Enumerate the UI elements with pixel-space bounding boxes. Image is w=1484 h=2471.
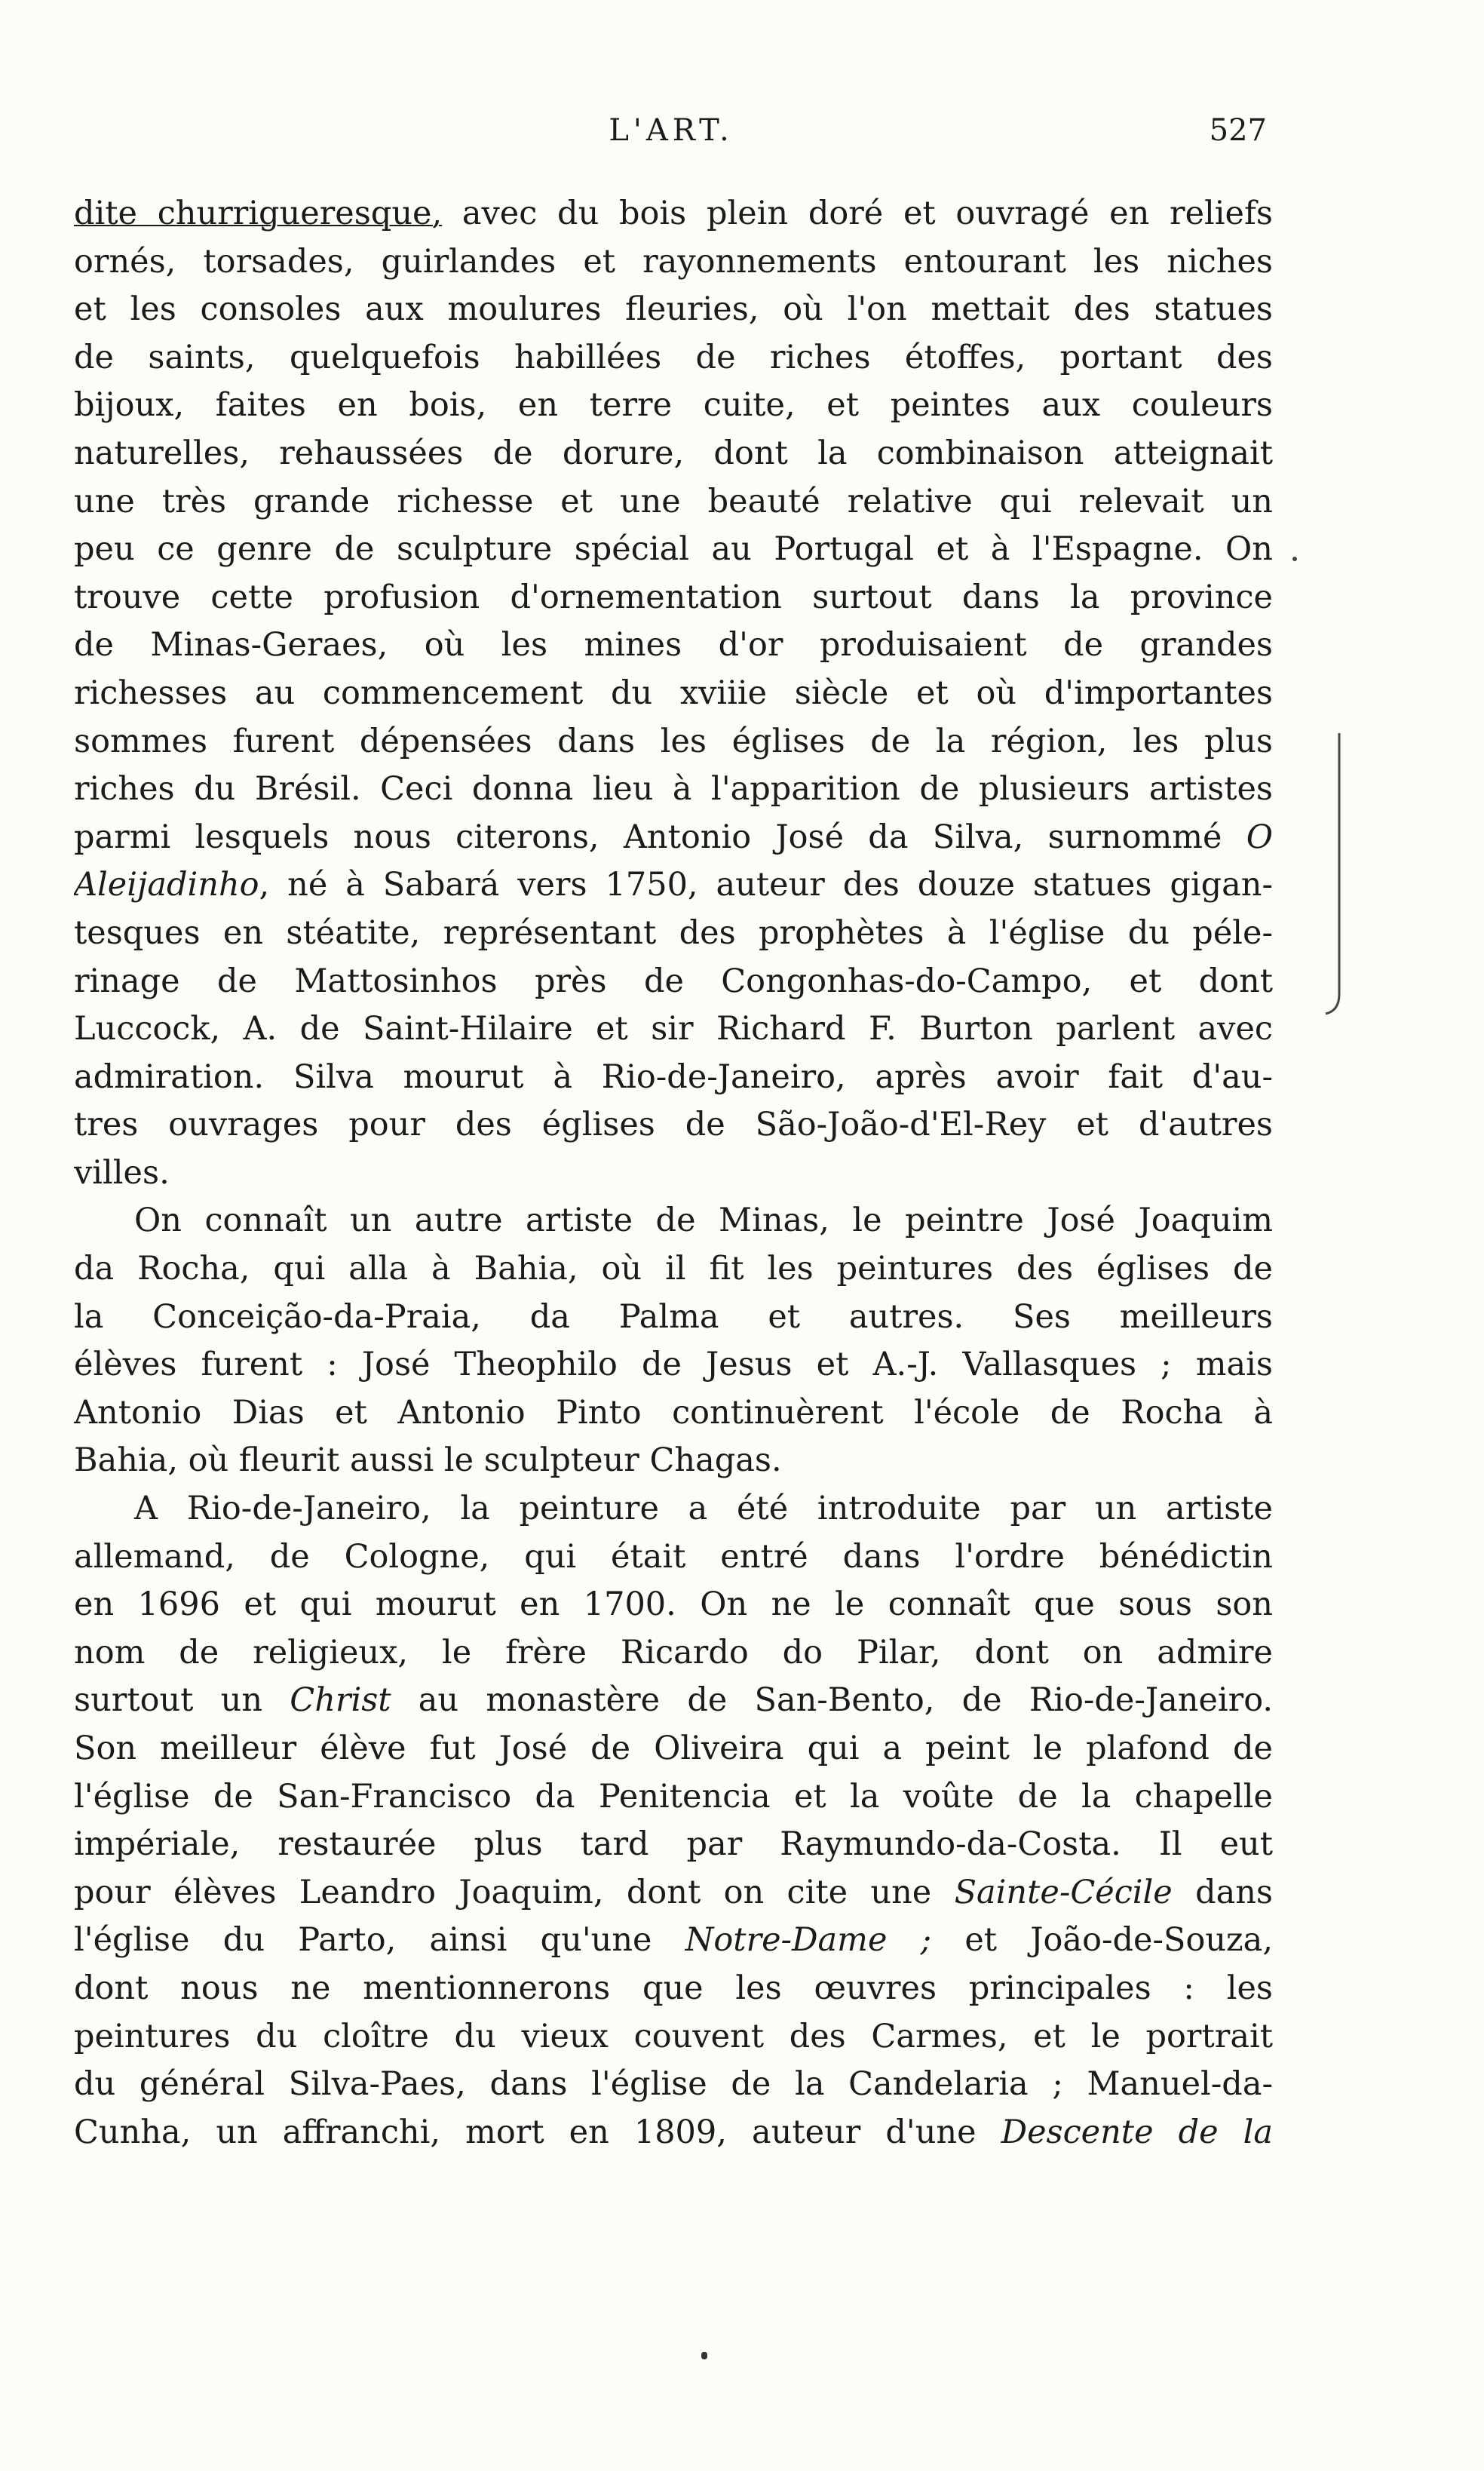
text-span: au monastère de San-Bento, de Rio-de-Janeiro. [391,1681,1273,1720]
italic-text: Aleijadinho [74,866,259,904]
text-line: naturelles, rehaussées de dorure, dont la combinaison atteignait [74,434,1273,472]
text-line: riches du Brésil. Ceci donna lieu à l'apparition de plusieurs artistes [74,770,1273,809]
text-line: en 1696 et qui mourut en 1700. On ne le connaît que sous son [74,1585,1273,1624]
italic-text: Notre-Dame ; [685,1921,932,1960]
text-line: villes. [74,1153,170,1192]
text-line [74,861,1273,910]
text-line [74,190,1273,238]
text-line: tesques en stéatite, représentant des prophètes à l'église du péle- [74,913,1273,952]
text-line: Son meilleur élève fut José de Oliveira qui a peint le plafond de [74,1730,1273,1767]
italic-text: Descente de la [1001,2113,1273,2151]
text-line: da Rocha, qui alla à Bahia, où il fit les peintures des églises de [74,1250,1273,1288]
text-line: allemand, de Cologne, qui était entré dans l'ordre bénédictin [74,1537,1273,1576]
paragraph-1 [74,190,1273,1197]
text-line: Luccock, A. de Saint-Hilaire et sir Richard F. Burton parlent avec [74,1010,1273,1048]
text-line: peu ce genre de sculpture spécial au Portugal et à l'Espagne. On [74,530,1273,569]
text-line: nom de religieux, le frère Ricardo do Pilar, dont on admire [74,1633,1273,1671]
italic-text: Sainte-Cécile [954,1873,1173,1911]
page-number: 527 [1209,113,1267,148]
text-line: admiration. Silva mourut à Rio-de-Janeiro, après avoir fait d'au- [74,1057,1273,1096]
text-line: A Rio-de-Janeiro, la peinture a été introduite par un artiste [134,1490,1273,1528]
running-title: L'ART. [609,113,734,148]
text-line: l'église de San-Francisco da Penitencia et la voûte de la chapelle [74,1777,1273,1816]
margin-bracket-mark [1323,730,1353,1017]
page-body [74,190,1273,2156]
page-speck [701,2352,707,2359]
text-line: du général Silva-Paes, dans l'église de la Candelaria ; Manuel-da- [74,2065,1273,2104]
text-line: de saints, quelquefois habillées de riches étoffes, portant des [74,338,1273,376]
text-line [74,1677,1273,1725]
text-line: richesses au commencement du xviiie siècle et où d'importantes [74,674,1273,712]
text-span: , né à Sabará vers 1750, auteur des douze statues gigan- [259,866,1273,904]
text-span: avec du bois plein doré et ouvragé en reliefs [442,195,1273,232]
text-line: Antonio Dias et Antonio Pinto continuèrent l'école de Rocha à [74,1393,1273,1432]
underlined-term: dite churrigueresque, [74,195,443,232]
text-line: impériale, restaurée plus tard par Raymundo-da-Costa. Il eut [74,1825,1273,1864]
text-line: élèves furent : José Theophilo de Jesus et A.-J. Vallasques ; mais [74,1346,1273,1384]
text-line: trouve cette profusion d'ornementation surtout dans la province [74,578,1273,616]
text-span: pour élèves Leandro Joaquim, dont on cite une [74,1873,955,1911]
margin-mark-dot [1292,557,1297,561]
text-line [74,814,1273,862]
text-line: la Conceição-da-Praia, da Palma et autres. Ses meilleurs [74,1297,1273,1336]
text-span: l'église du Parto, ainsi qu'une [74,1921,685,1960]
text-line: Bahia, où fleurit aussi le sculpteur Chagas. [74,1441,782,1480]
text-span: Cunha, un affranchi, mort en 1809, auteur d'une [74,2113,1001,2151]
paragraph-3 [74,1485,1273,2156]
paragraph-2 [74,1197,1273,1485]
text-line [74,1869,1273,1917]
page-header [75,113,1267,158]
text-line: et les consoles aux moulures fleuries, où l'on mettait des statues [74,290,1273,329]
text-line: tres ouvrages pour des églises de São-João-d'El-Rey et d'autres [74,1106,1273,1144]
text-line: sommes furent dépensées dans les églises de la région, les plus [74,722,1273,760]
text-line: dont nous ne mentionnerons que les œuvres principales : les [74,1969,1273,2007]
text-line [74,2109,1273,2157]
text-line: une très grande richesse et une beauté relative qui relevait un [74,482,1273,520]
text-line: On connaît un autre artiste de Minas, le peintre José Joaquim [134,1202,1273,1240]
text-span: parmi lesquels nous citerons, Antonio José da Silva, surnommé [74,818,1246,856]
text-line: rinage de Mattosinhos près de Congonhas-do-Campo, et dont [74,962,1273,1000]
text-line [74,1917,1273,1965]
text-span: et João-de-Souza, [931,1921,1273,1960]
text-line: peintures du cloître du vieux couvent des Carmes, et le portrait [74,2017,1273,2055]
text-line: de Minas-Geraes, où les mines d'or produisaient de grandes [74,626,1273,665]
text-line: bijoux, faites en bois, en terre cuite, et peintes aux couleurs [74,386,1273,425]
text-span: dans [1172,1873,1273,1911]
italic-text: Christ [290,1681,391,1720]
text-line: ornés, torsades, guirlandes et rayonnements entourant les niches [74,242,1273,281]
text-span: surtout un [74,1681,290,1720]
italic-text: O [1246,818,1273,856]
